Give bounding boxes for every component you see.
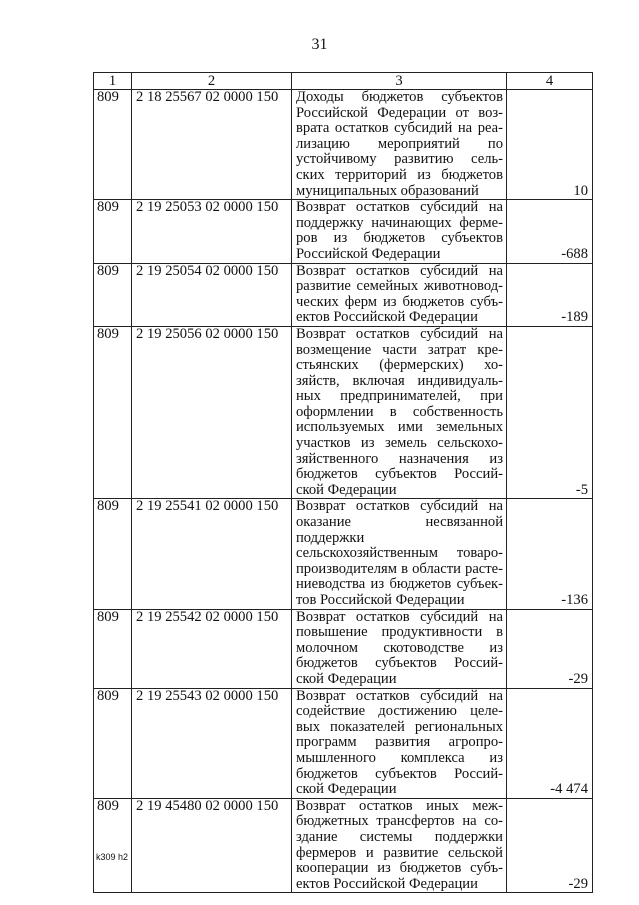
description-line: бюджетов субъектов Россий-	[296, 466, 503, 483]
amount-cell: -189	[507, 263, 593, 326]
description-line: ской Федерации	[296, 481, 397, 498]
description-line: Возврат остатков субсидий на	[296, 325, 503, 342]
description-cell	[292, 798, 507, 893]
admin-code-cell: 809	[94, 688, 132, 798]
description-line: Возврат остатков иных меж-	[296, 797, 503, 814]
amount-cell: -29	[507, 798, 593, 893]
description-line: возмещение части затрат кре-	[296, 341, 503, 358]
table-row	[94, 499, 593, 609]
description-line: содействие достижению целе-	[296, 703, 503, 720]
table-row	[94, 263, 593, 326]
description-line: Российской Федерации от воз-	[296, 104, 503, 121]
description-line: ских территорий из бюджетов	[296, 166, 503, 183]
description-cell	[292, 326, 507, 499]
description-line: оформлении в собственность	[296, 403, 503, 420]
description-line: лизацию мероприятий по	[296, 135, 503, 152]
description-line: используемых ими земельных	[296, 419, 503, 436]
amount-cell: -4 474	[507, 688, 593, 798]
admin-code-cell: 809	[94, 200, 132, 263]
description-line: ных предпринимателей, при	[296, 388, 503, 405]
description-line: Возврат остатков субсидий на	[296, 262, 503, 279]
description-line: Возврат остатков субсидий на	[296, 608, 503, 625]
amount-cell: 10	[507, 90, 593, 200]
amount-cell: -136	[507, 499, 593, 609]
description-line: ской Федерации	[296, 781, 397, 798]
description-line: программ развития агропро-	[296, 734, 503, 751]
description-cell	[292, 263, 507, 326]
table-row	[94, 688, 593, 798]
description-cell	[292, 499, 507, 609]
table-body	[94, 90, 593, 893]
admin-code-cell: 809	[94, 609, 132, 688]
description-line: ектов Российской Федерации	[296, 309, 478, 326]
description-line: Возврат остатков субсидий на	[296, 687, 503, 704]
description-line: кооперации из бюджетов субъ-	[296, 860, 503, 877]
description-line: Возврат остатков субсидий на	[296, 498, 503, 515]
description-line: зяйств, включая индивидуаль-	[296, 372, 503, 389]
description-line: бюджетов субъектов Россий-	[296, 765, 503, 782]
page-number: 31	[311, 36, 328, 53]
admin-code-cell: 809	[94, 499, 132, 609]
description-line: Российской Федерации	[296, 245, 441, 262]
description-line: бюджетов субъектов Россий-	[296, 655, 503, 672]
description-line: сельскохозяйственным товаро-	[296, 545, 503, 562]
description-line: оказание несвязанной поддержки	[296, 514, 503, 546]
description-line: тов Российской Федерации	[296, 592, 465, 608]
table-row	[94, 90, 593, 200]
description-line: ниеводства из бюджетов субъек-	[296, 576, 503, 593]
budget-code-cell: 2 18 25567 02 0000 150	[132, 90, 292, 200]
table-row	[94, 326, 593, 499]
description-cell	[292, 200, 507, 263]
description-line: производителям в области расте-	[296, 560, 503, 577]
budget-code-cell: 2 19 25541 02 0000 150	[132, 499, 292, 609]
description-cell	[292, 609, 507, 688]
budget-code-cell: 2 19 25054 02 0000 150	[132, 263, 292, 326]
header-col-2: 2	[132, 73, 292, 90]
budget-code-cell: 2 19 25056 02 0000 150	[132, 326, 292, 499]
description-line: Доходы бюджетов субъектов	[296, 89, 503, 105]
table-row	[94, 798, 593, 893]
description-line: фермеров и развитие сельской	[296, 844, 503, 861]
description-line: ческих ферм из бюджетов субъ-	[296, 293, 503, 310]
table-header	[94, 73, 593, 90]
description-line: ской Федерации	[296, 670, 397, 687]
amount-cell: -29	[507, 609, 593, 688]
admin-code-cell: 809	[94, 798, 132, 893]
table-row	[94, 200, 593, 263]
admin-code-cell: 809	[94, 263, 132, 326]
description-line: устойчивому развитию сель-	[296, 151, 503, 168]
budget-code-cell: 2 19 25543 02 0000 150	[132, 688, 292, 798]
description-line: здание системы поддержки	[296, 828, 503, 845]
description-cell	[292, 90, 507, 200]
budget-code-cell: 2 19 25053 02 0000 150	[132, 200, 292, 263]
description-line: стьянских (фермерских) хо-	[296, 357, 503, 374]
admin-code-cell: 809	[94, 90, 132, 200]
description-line: Возврат остатков субсидий на	[296, 199, 503, 216]
description-line: ров из бюджетов субъектов	[296, 230, 503, 247]
description-line: зяйственного назначения из	[296, 450, 503, 467]
description-line: развитие семейных животновод-	[296, 278, 503, 295]
description-cell	[292, 688, 507, 798]
description-line: молочном скотоводстве из	[296, 639, 503, 656]
budget-table	[93, 72, 593, 893]
description-line: мышленного комплекса из	[296, 749, 503, 766]
budget-code-cell: 2 19 45480 02 0000 150	[132, 798, 292, 893]
header-col-3: 3	[292, 73, 507, 90]
description-line: врата остатков субсидий на реа-	[296, 120, 503, 137]
amount-cell: -688	[507, 200, 593, 263]
description-line: бюджетных трансфертов на со-	[296, 813, 503, 830]
table-row	[94, 609, 593, 688]
footer-code: k309 h2	[96, 852, 129, 862]
description-line: повышение продуктивности в	[296, 624, 503, 641]
header-col-1: 1	[94, 73, 132, 90]
description-line: ектов Российской Федерации	[296, 875, 478, 892]
description-line: участков из земель сельскохо-	[296, 435, 503, 452]
header-col-4: 4	[507, 73, 593, 90]
amount-cell: -5	[507, 326, 593, 499]
description-line: муниципальных образований	[296, 182, 479, 199]
description-line: вых показателей региональных	[296, 718, 503, 735]
description-line: поддержку начинающих фермe-	[296, 214, 503, 231]
admin-code-cell: 809	[94, 326, 132, 499]
budget-code-cell: 2 19 25542 02 0000 150	[132, 609, 292, 688]
